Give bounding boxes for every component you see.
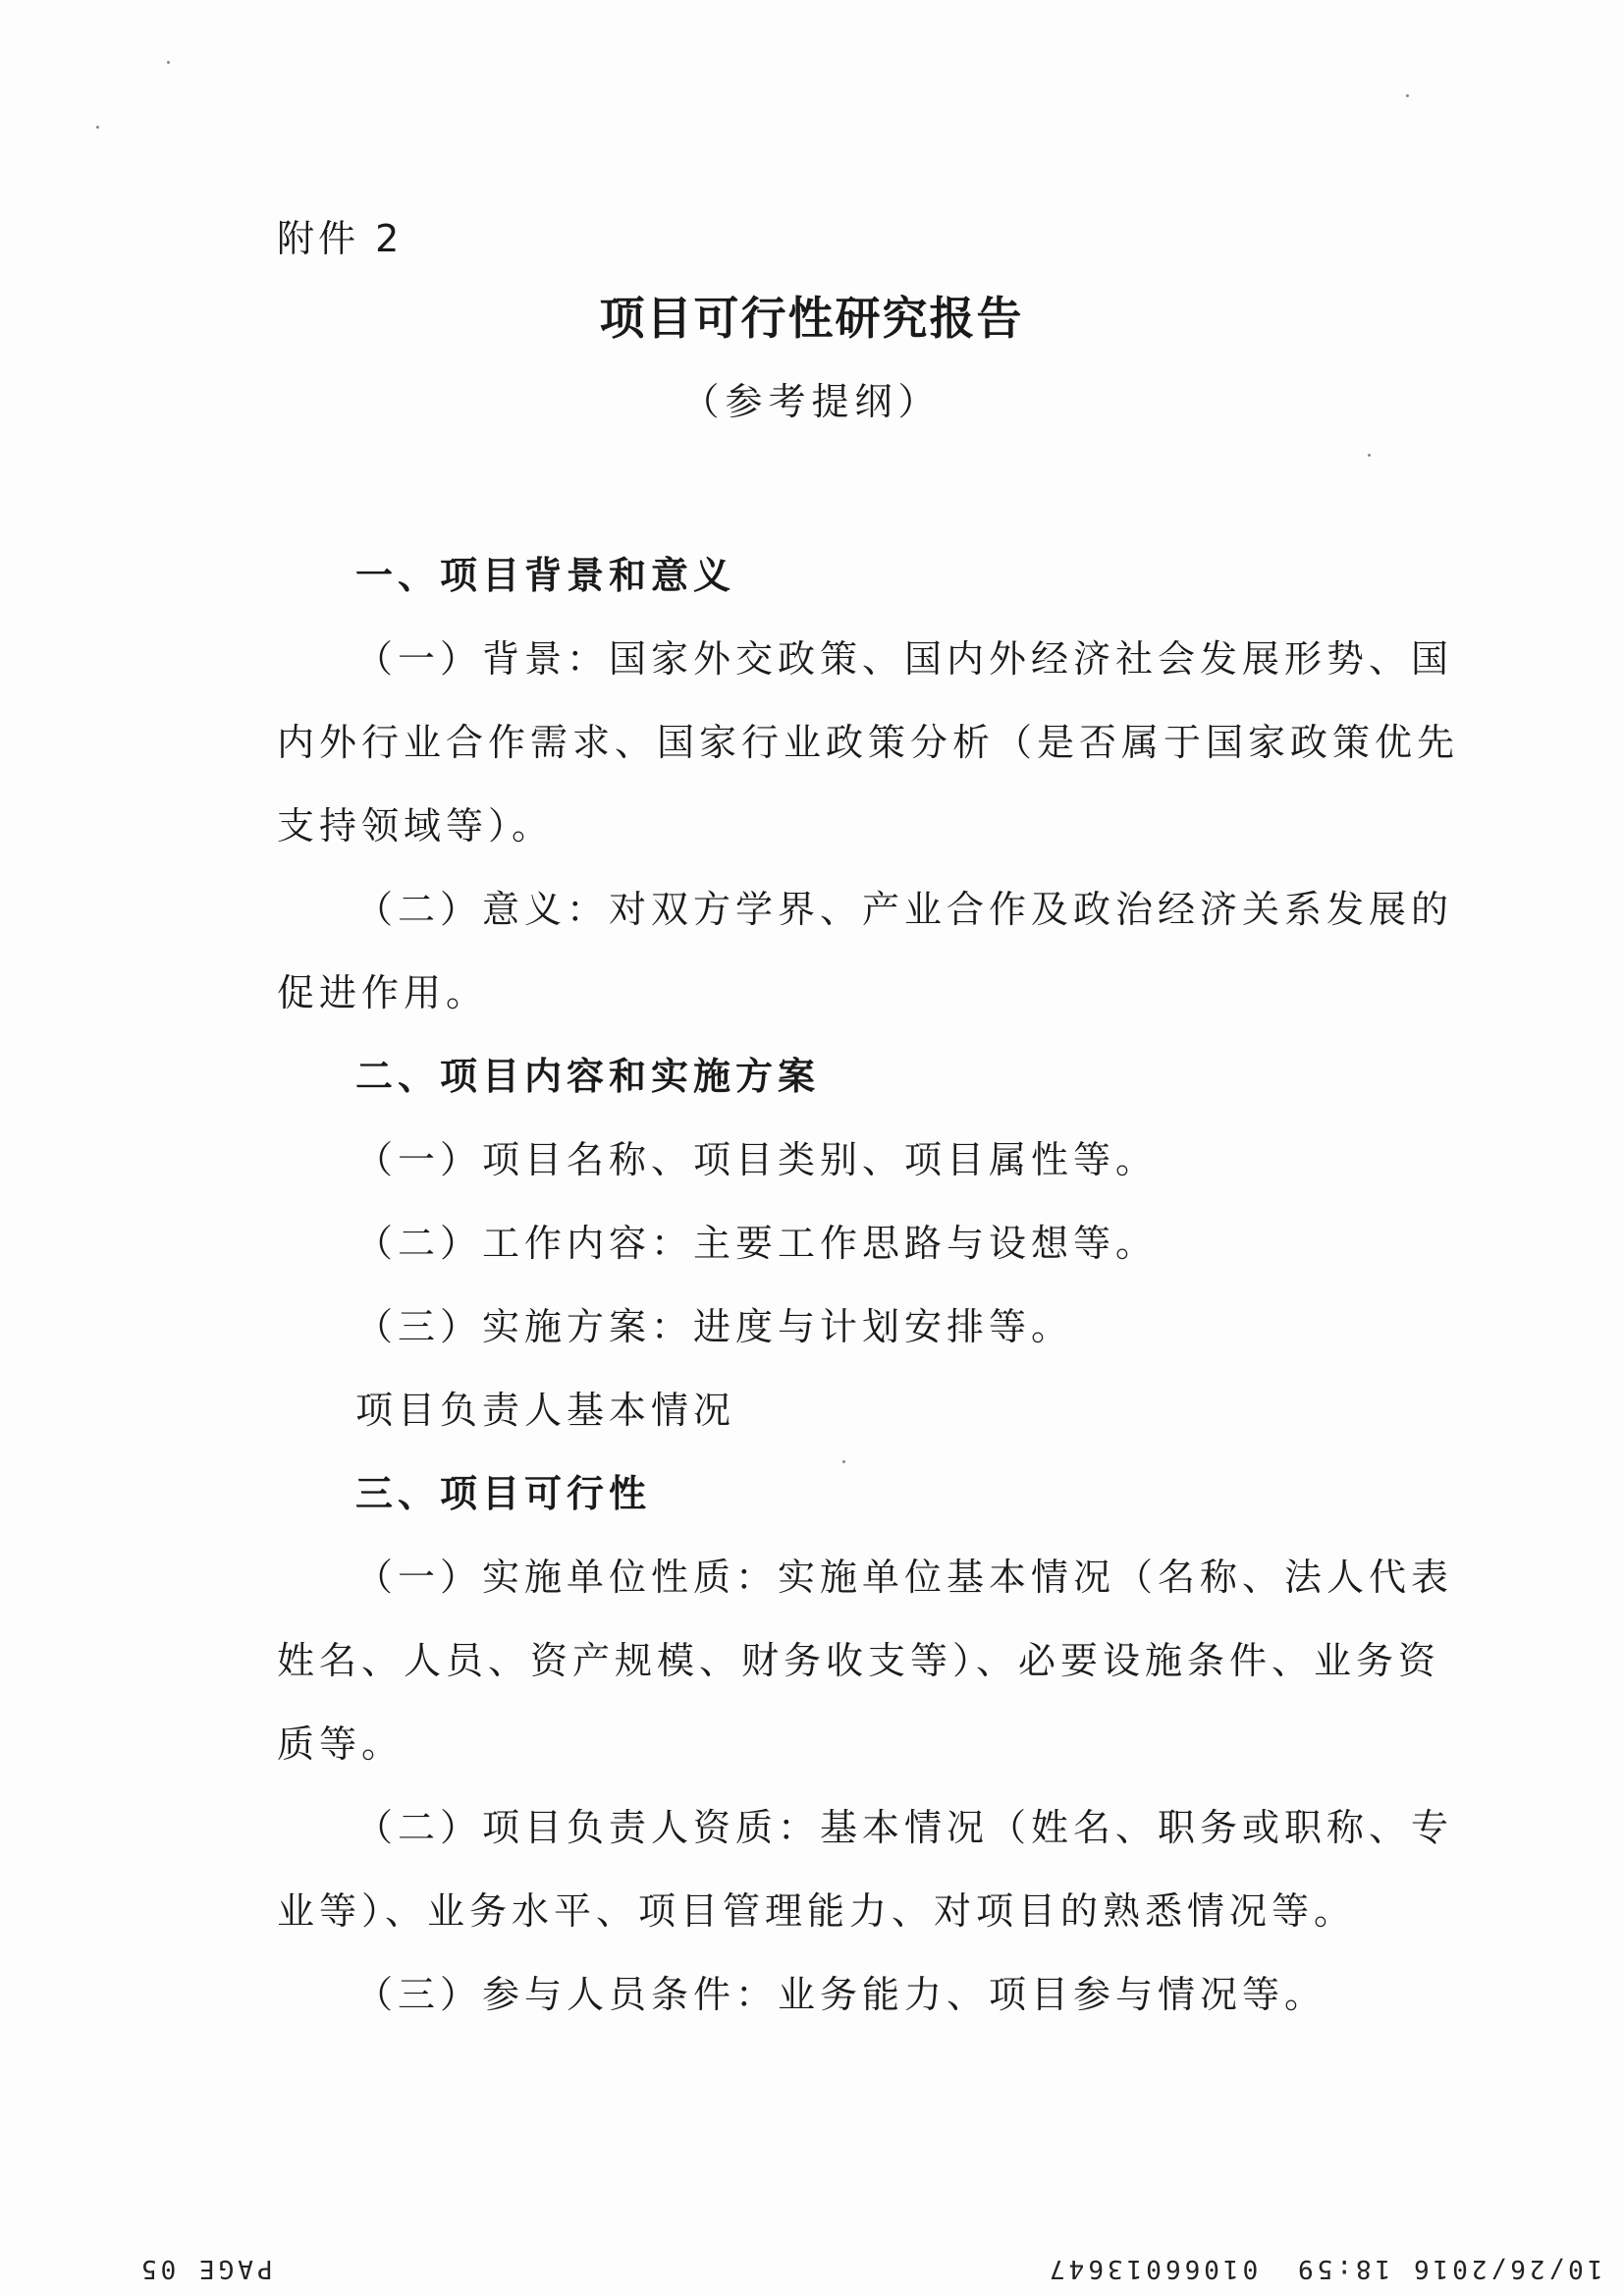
section-heading-2: 二、项目内容和实施方案 (355, 1055, 821, 1098)
paragraph-line: 姓名、人员、资产规模、财务收支等）、必要设施条件、业务资 (277, 1639, 1441, 1682)
scan-speck (1406, 94, 1409, 97)
paragraph-line: （二）工作内容：主要工作思路与设想等。 (355, 1222, 1159, 1265)
document-title: 项目可行性研究报告 (599, 292, 1024, 345)
paragraph-line: 支持领域等）。 (277, 804, 555, 847)
section-heading-3: 三、项目可行性 (355, 1472, 652, 1515)
paragraph-line: 项目负责人基本情况 (355, 1389, 736, 1432)
scan-speck (1368, 454, 1371, 457)
paragraph-line: （三）参与人员条件：业务能力、项目参与情况等。 (355, 1973, 1327, 2016)
scan-speck (842, 1460, 845, 1463)
document-subtitle: （参考提纲） (681, 380, 942, 423)
paragraph-line: （一）项目名称、项目类别、项目属性等。 (355, 1138, 1159, 1181)
paragraph-line: 内外行业合作需求、国家行业政策分析（是否属于国家政策优先 (277, 721, 1460, 764)
paragraph-line: （三）实施方案：进度与计划安排等。 (355, 1305, 1074, 1348)
paragraph-line: 业等）、业务水平、项目管理能力、对项目的熟悉情况等。 (277, 1889, 1357, 1933)
fax-page-number: PAGE 05 (137, 2254, 273, 2283)
section-heading-1: 一、项目背景和意义 (355, 554, 736, 597)
scan-speck (167, 61, 170, 64)
paragraph-line: 质等。 (277, 1722, 405, 1766)
paragraph-line: 促进作用。 (277, 971, 489, 1014)
paragraph-line: （二）项目负责人资质：基本情况（姓名、职务或职称、专 (355, 1806, 1454, 1849)
paragraph-line: （一）背景：国家外交政策、国内外经济社会发展形势、国 (355, 637, 1454, 681)
paragraph-line: （二）意义：对双方学界、产业合作及政治经济关系发展的 (355, 888, 1454, 931)
scan-speck (96, 126, 99, 129)
fax-datetime: 10/26/2016 18:59 (1294, 2254, 1603, 2283)
attachment-label: 附件 2 (277, 217, 404, 260)
paragraph-line: （一）实施单位性质：实施单位基本情况（名称、法人代表 (355, 1556, 1454, 1599)
fax-sender-number: 01066013647 (1046, 2254, 1259, 2283)
